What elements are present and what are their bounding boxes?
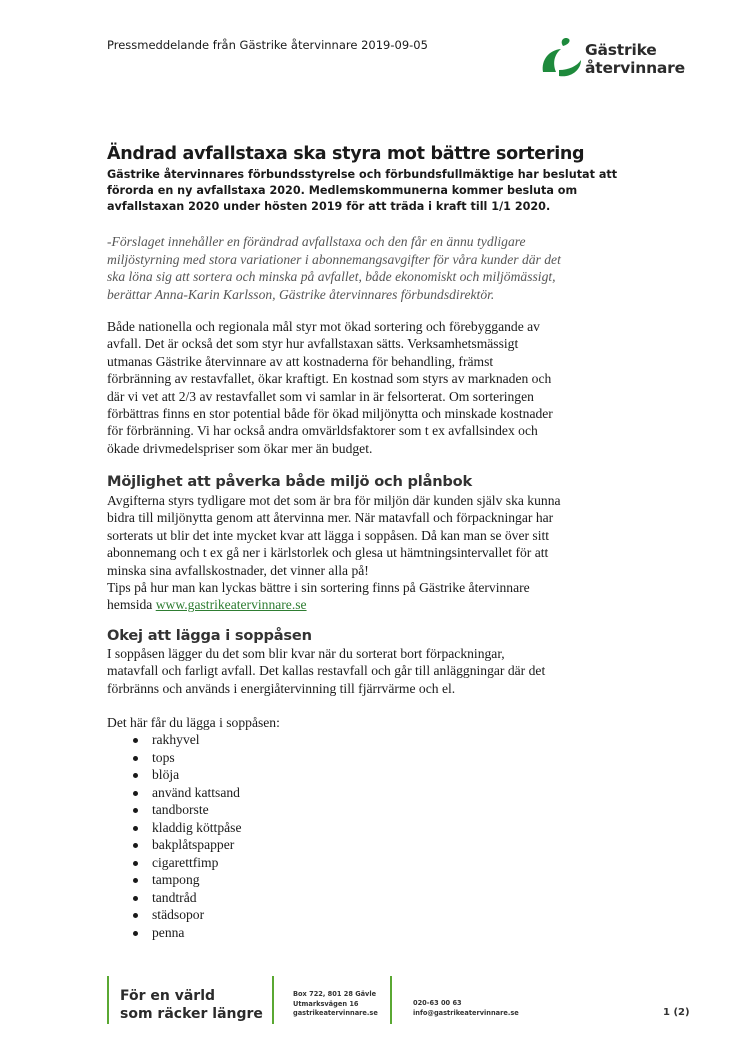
paragraph-line: minska sina avfallskostnader, det vinner alla på!: [107, 562, 369, 578]
paragraph-line: där vi vet att 2/3 av restavfallet som vi samlar in är felsorterat. Om sorteringen: [107, 388, 534, 404]
paragraph-line: matavfall och farligt avfall. Det kallas restavfall och går till anläggningar där det: [107, 663, 546, 679]
address-line: Utmarksvägen 16: [293, 999, 359, 1008]
list-item: kladdig köttpåse: [107, 819, 241, 837]
list-item: rakhyvel: [107, 731, 241, 749]
paragraph-line: förbränns och används i energiåtervinning till fjärrvärme och el.: [107, 680, 456, 696]
quote-line: ska löna sig att sortera och minska på avfallet, både ekonomiskt och miljömässigt,: [107, 269, 556, 284]
page-number: 1 (2): [663, 1007, 690, 1018]
list-item: använd kattsand: [107, 784, 241, 802]
lead-line: förorda en ny avfallstaxa 2020. Medlemskommunerna kommer besluta om: [107, 184, 578, 197]
article-title: Ändrad avfallstaxa ska styra mot bättre sortering: [107, 144, 585, 164]
lead-line: Gästrike återvinnares förbundsstyrelse och förbundsfullmäktige har beslutat att: [107, 168, 618, 181]
paragraph-line: förbättras finns en stor potential både för ökad miljönytta och minskade kostnader: [107, 406, 553, 422]
list-item: tandtråd: [107, 889, 241, 907]
address-line: gastrikeatervinnare.se: [293, 1009, 378, 1017]
footer-divider: [272, 976, 274, 1024]
quote-line: -Förslaget innehåller en förändrad avfallstaxa och den får en ännu tydligare: [107, 234, 526, 249]
paragraph-line: förbränning av restavfallet, ökar kraftigt. En kostnad som styrs av marknaden och: [107, 371, 552, 387]
article-lead: [107, 167, 627, 215]
paragraph-line: Både nationella och regionala mål styr mot ökad sortering och förebyggande av: [107, 319, 540, 334]
paragraph-3: [107, 645, 637, 697]
paragraph-line: [107, 596, 637, 613]
email-address: info@gastrikeatervinnare.se: [413, 1008, 519, 1017]
list-item: tandborste: [107, 801, 241, 819]
list-item: cigarettfimp: [107, 854, 241, 872]
footer-divider: [107, 976, 109, 1024]
list-item: tops: [107, 749, 241, 767]
paragraph-line: utmanas Gästrike återvinnare av att kostnaderna för behandling, främst: [107, 353, 494, 369]
footer-divider: [390, 976, 392, 1024]
paragraph-1: [107, 318, 637, 457]
phone-number: 020-63 00 63: [413, 999, 462, 1007]
paragraph-line: sorterats ut blir det inte mycket kvar att lägga i soppåsen. Då kan man se över sitt: [107, 527, 550, 543]
slogan-line: För en värld: [120, 988, 216, 1004]
list-item: penna: [107, 924, 241, 942]
quote-line: berättar Anna-Karin Karlsson, Gästrike återvinnares förbundsdirektör.: [107, 286, 495, 302]
logo-wordmark: [585, 41, 685, 77]
paragraph-line: Avgifterna styrs tydligare mot det som är bra för miljön där kunden själv ska kunna: [107, 493, 561, 508]
list-intro: Det här får du lägga i soppåsen:: [107, 715, 280, 730]
logo-name-line1: Gästrike: [585, 41, 657, 59]
paragraph-line: Tips på hur man kan lyckas bättre i sin sortering finns på Gästrike återvinnare: [107, 580, 530, 596]
lead-line: avfallstaxan 2020 under hösten 2019 för att träda i kraft till 1/1 2020.: [107, 200, 551, 213]
bullet-list: [107, 731, 241, 942]
paragraph-line: I soppåsen lägger du det som blir kvar när du sorterat bort förpackningar,: [107, 646, 505, 661]
quote-line: miljöstyrning med stora variationer i abonnemangsavgifter för våra kunder där det: [107, 251, 561, 267]
footer-contact: [413, 999, 519, 1018]
list-item: tampong: [107, 871, 241, 889]
paragraph-line: abonnemang och t ex gå ner i kärlstorlek och glesa ut hämtningsintervallet för att: [107, 545, 549, 561]
paragraph-line: bidra till miljönytta genom att återvinna mer. När matavfall och förpackningar har: [107, 510, 554, 526]
address-line: Box 722, 801 28 Gävle: [293, 990, 377, 998]
paragraph-2: [107, 492, 637, 614]
slogan-line: som räcker längre: [120, 1006, 263, 1022]
footer-address: [293, 990, 378, 1019]
paragraph-line: ökade drivmedelspriser som ökar mer än budget.: [107, 440, 373, 456]
paragraph-line: avfall. Det är också det som styr hur avfallstaxan sätts. Verksamhetsmässigt: [107, 336, 519, 352]
section-heading: Möjlighet att påverka både miljö och plånbok: [107, 473, 473, 490]
press-release-header: Pressmeddelande från Gästrike återvinnare 2019-09-05: [107, 38, 428, 52]
article-quote: [107, 233, 642, 303]
list-item: bakplåtspapper: [107, 836, 241, 854]
paragraph-line: för förbränning. Vi har också andra omvärldsfaktorer som t ex avfallsindex och: [107, 423, 538, 439]
list-item: blöja: [107, 766, 241, 784]
list-item: städsopor: [107, 906, 241, 924]
section-heading: Okej att lägga i soppåsen: [107, 627, 312, 644]
paragraph-text: hemsida: [107, 597, 156, 613]
footer-slogan: [120, 987, 263, 1023]
website-link[interactable]: www.gastrikeatervinnare.se: [155, 597, 307, 613]
logo-name-line2: återvinnare: [585, 59, 685, 77]
